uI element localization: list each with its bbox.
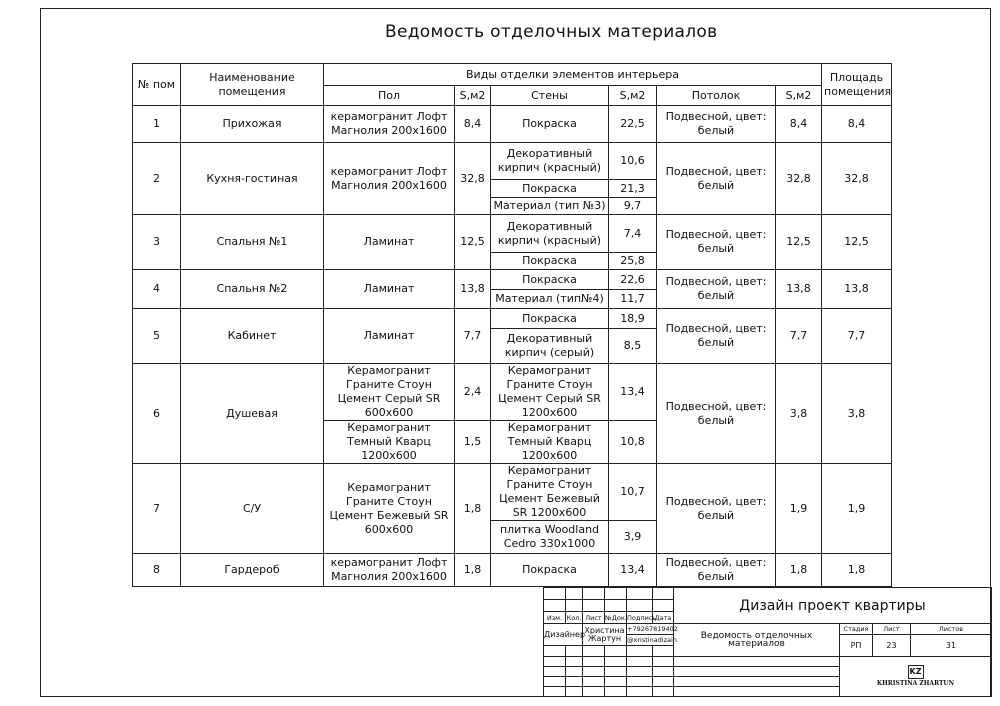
table-row bbox=[133, 215, 892, 253]
floor-area: 2,4 bbox=[455, 364, 491, 421]
floor-material: Ламинат bbox=[324, 215, 455, 270]
header-ceiling: Потолок bbox=[657, 86, 776, 106]
ceiling-material: Подвесной, цвет: белый bbox=[657, 554, 776, 587]
stamp-handle: @xristinadizain bbox=[627, 636, 677, 644]
ceiling-area: 1,9 bbox=[776, 464, 822, 554]
ceiling-material: Подвесной, цвет: белый bbox=[657, 215, 776, 270]
stage-value: РП bbox=[840, 635, 873, 657]
header-finish-types: Виды отделки элементов интерьера bbox=[324, 64, 822, 86]
floor-material: керамогранит Лофт Магнолия 200х1600 bbox=[324, 554, 455, 587]
wall-area: 22,5 bbox=[609, 106, 657, 143]
header-walls: Стены bbox=[491, 86, 609, 106]
header-room-no: № пом bbox=[133, 64, 181, 106]
wall-area: 13,4 bbox=[609, 364, 657, 421]
wall-area: 10,7 bbox=[609, 464, 657, 521]
ceiling-area: 8,4 bbox=[776, 106, 822, 143]
stamp-podp: Подпись bbox=[627, 613, 657, 622]
room-name: Спальня №2 bbox=[181, 270, 324, 309]
wall-material: Материал (тип №3) bbox=[491, 198, 609, 215]
ceiling-material: Подвесной, цвет: белый bbox=[657, 364, 776, 464]
wall-material: Покраска bbox=[491, 106, 609, 143]
room-area: 1,8 bbox=[822, 554, 892, 587]
ceiling-material: Подвесной, цвет: белый bbox=[657, 464, 776, 554]
room-number: 8 bbox=[133, 554, 181, 587]
ceiling-area: 7,7 bbox=[776, 309, 822, 364]
wall-material: Керамогранит Граните Стоун Цемент Бежевый SR 1200х600 bbox=[491, 464, 609, 521]
floor-area: 12,5 bbox=[455, 215, 491, 270]
wall-material: Декоративный кирпич (красный) bbox=[491, 143, 609, 180]
wall-material: Декоративный кирпич (серый) bbox=[491, 329, 609, 364]
floor-area: 8,4 bbox=[455, 106, 491, 143]
room-area: 3,8 bbox=[822, 364, 892, 464]
wall-area: 7,4 bbox=[609, 215, 657, 253]
floor-area: 13,8 bbox=[455, 270, 491, 309]
floor-material: керамогранит Лофт Магнолия 200х1600 bbox=[324, 143, 455, 215]
wall-area: 9,7 bbox=[609, 198, 657, 215]
sheet-label: Лист bbox=[873, 624, 911, 635]
room-number: 6 bbox=[133, 364, 181, 464]
wall-material: Покраска bbox=[491, 554, 609, 587]
wall-area: 25,8 bbox=[609, 253, 657, 270]
sheets-label: Листов bbox=[911, 624, 992, 635]
page-title: Ведомость отделочных материалов bbox=[385, 22, 718, 42]
ceiling-material: Подвесной, цвет: белый bbox=[657, 270, 776, 309]
table-row bbox=[133, 106, 892, 143]
room-area: 32,8 bbox=[822, 143, 892, 215]
room-area: 8,4 bbox=[822, 106, 892, 143]
stamp-role: Дизайнер bbox=[544, 624, 583, 646]
kz-logo-icon: KZ bbox=[908, 665, 924, 679]
wall-material: Декоративный кирпич (красный) bbox=[491, 215, 609, 253]
brand-logo bbox=[840, 657, 992, 697]
ceiling-material: Подвесной, цвет: белый bbox=[657, 106, 776, 143]
stamp-izm: Изм. bbox=[544, 612, 566, 624]
sheet-title: Ведомость отделочных материалов bbox=[674, 624, 840, 657]
ceiling-area: 3,8 bbox=[776, 364, 822, 464]
stamp-designer: Христина Жартун bbox=[583, 624, 627, 646]
table-row bbox=[133, 143, 892, 180]
floor-material: Керамогранит Темный Кварц 1200х600 bbox=[324, 421, 455, 464]
header-ceiling-area: S,м2 bbox=[776, 86, 822, 106]
table-row bbox=[133, 364, 892, 421]
room-name: Гардероб bbox=[181, 554, 324, 587]
floor-area: 1,8 bbox=[455, 464, 491, 554]
floor-area: 7,7 bbox=[455, 309, 491, 364]
room-number: 3 bbox=[133, 215, 181, 270]
stamp-data: Дата bbox=[653, 612, 674, 624]
wall-material: Покраска bbox=[491, 309, 609, 329]
wall-material: Керамогранит Темный Кварц 1200х600 bbox=[491, 421, 609, 464]
room-area: 12,5 bbox=[822, 215, 892, 270]
room-number: 1 bbox=[133, 106, 181, 143]
room-name: Кухня-гостиная bbox=[181, 143, 324, 215]
brand-name: KHRISTINA ZHARTUN bbox=[876, 680, 955, 687]
wall-area: 21,3 bbox=[609, 180, 657, 198]
ceiling-material: Подвесной, цвет: белый bbox=[657, 309, 776, 364]
ceiling-area: 12,5 bbox=[776, 215, 822, 270]
sheet-value: 23 bbox=[873, 635, 911, 657]
room-area: 13,8 bbox=[822, 270, 892, 309]
wall-material: Материал (тип№4) bbox=[491, 290, 609, 309]
floor-area: 1,8 bbox=[455, 554, 491, 587]
finishes-table bbox=[132, 63, 892, 587]
wall-area: 13,4 bbox=[609, 554, 657, 587]
floor-material: Керамогранит Граните Стоун Цемент Серый SR 600х600 bbox=[324, 364, 455, 421]
table-row bbox=[133, 270, 892, 290]
room-name: Душевая bbox=[181, 364, 324, 464]
header-row bbox=[133, 64, 892, 86]
stamp-ndok: №Док. bbox=[605, 613, 627, 622]
header-room-name: Наименование помещения bbox=[181, 64, 324, 106]
stage-label: Стадия bbox=[840, 624, 873, 635]
wall-material: Покраска bbox=[491, 270, 609, 290]
stamp-kol: Кол. bbox=[566, 613, 582, 622]
room-number: 4 bbox=[133, 270, 181, 309]
room-name: Прихожая bbox=[181, 106, 324, 143]
floor-material: Ламинат bbox=[324, 270, 455, 309]
header-floor-area: S,м2 bbox=[455, 86, 491, 106]
table-body bbox=[133, 64, 892, 587]
wall-material: Покраска bbox=[491, 180, 609, 198]
room-number: 7 bbox=[133, 464, 181, 554]
wall-material: Керамогранит Граните Стоун Цемент Серый SR 1200х600 bbox=[491, 364, 609, 421]
header-room-area: Площадь помещения bbox=[822, 64, 892, 106]
floor-area: 32,8 bbox=[455, 143, 491, 215]
floor-area: 1,5 bbox=[455, 421, 491, 464]
room-number: 5 bbox=[133, 309, 181, 364]
header-walls-area: S,м2 bbox=[609, 86, 657, 106]
room-name: Спальня №1 bbox=[181, 215, 324, 270]
wall-area: 10,8 bbox=[609, 421, 657, 464]
title-block bbox=[543, 587, 992, 697]
stamp-phone: +79267819402 bbox=[627, 625, 678, 633]
sheets-value: 31 bbox=[911, 635, 992, 657]
table-row bbox=[133, 554, 892, 587]
wall-material: Покраска bbox=[491, 253, 609, 270]
ceiling-area: 13,8 bbox=[776, 270, 822, 309]
room-name: Кабинет bbox=[181, 309, 324, 364]
floor-material: Ламинат bbox=[324, 309, 455, 364]
ceiling-area: 32,8 bbox=[776, 143, 822, 215]
room-area: 7,7 bbox=[822, 309, 892, 364]
stamp-list: Лист bbox=[583, 612, 605, 624]
wall-material: плитка Woodland Cedro 330х1000 bbox=[491, 521, 609, 554]
room-area: 1,9 bbox=[822, 464, 892, 554]
floor-material: керамогранит Лофт Магнолия 200х1600 bbox=[324, 106, 455, 143]
project-title: Дизайн проект квартиры bbox=[674, 588, 992, 624]
ceiling-area: 1,8 bbox=[776, 554, 822, 587]
ceiling-material: Подвесной, цвет: белый bbox=[657, 143, 776, 215]
wall-area: 11,7 bbox=[609, 290, 657, 309]
wall-area: 18,9 bbox=[609, 309, 657, 329]
room-number: 2 bbox=[133, 143, 181, 215]
room-name: С/У bbox=[181, 464, 324, 554]
wall-area: 3,9 bbox=[609, 521, 657, 554]
header-floor: Пол bbox=[324, 86, 455, 106]
wall-area: 8,5 bbox=[609, 329, 657, 364]
floor-material: Керамогранит Граните Стоун Цемент Бежевый SR 600х600 bbox=[324, 464, 455, 554]
wall-area: 22,6 bbox=[609, 270, 657, 290]
table-row bbox=[133, 309, 892, 329]
wall-area: 10,6 bbox=[609, 143, 657, 180]
table-row bbox=[133, 464, 892, 521]
